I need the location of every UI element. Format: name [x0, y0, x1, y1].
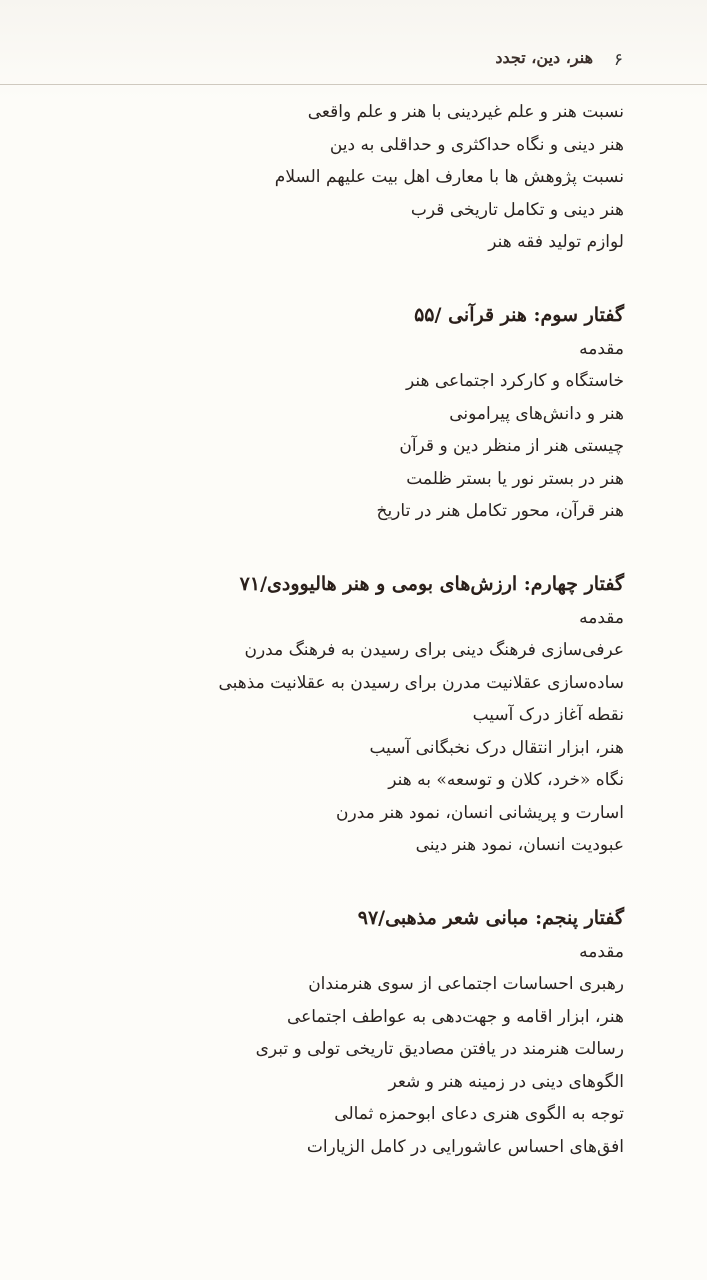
toc-entry-label: نسبت هنر و علم غیردینی با هنر و علم واقعی [307, 102, 624, 122]
toc-entry-label: چیستی هنر از منظر دین و قرآن [399, 436, 624, 456]
toc-entry-label: هنر دینی و تکامل تاریخی قرب [410, 199, 624, 220]
section-title: گفتار چهارم: ارزش‌های بومی و هنر هالیوودی/۷۱ [239, 572, 624, 595]
toc-entry [24, 1098, 624, 1131]
toc-entry-label: نقطه آغاز درک آسیب [472, 705, 624, 725]
toc-entry-label: نسبت پژوهش ها با معارف اهل بیت علیهم السلام [274, 167, 624, 187]
toc-entry [24, 226, 624, 259]
toc-entry-label: هنر در بستر نور یا بستر ظلمت [406, 468, 624, 489]
toc-entry [24, 1001, 624, 1034]
toc-entry-label: رهبری احساسات اجتماعی از سوی هنرمندان [308, 974, 624, 994]
toc-entry-label: مقدمه [579, 607, 624, 628]
toc-section [24, 900, 624, 1164]
toc-entry [24, 699, 624, 732]
toc-entry [24, 732, 624, 765]
toc-entry-label: لوازم تولید فقه هنر [488, 232, 624, 252]
toc-entry-label: مقدمه [579, 941, 624, 962]
toc-entry [24, 797, 624, 830]
page-number: ۶ [613, 50, 623, 70]
toc-entry [24, 1066, 624, 1099]
toc-entry [24, 764, 624, 797]
toc-entry [24, 829, 624, 862]
running-head [0, 42, 707, 82]
toc-entry [24, 602, 624, 635]
toc-entry-label: هنر، ابزار انتقال درک نخبگانی آسیب [369, 737, 624, 758]
toc-entry-label: توجه به الگوی هنری دعای ابوحمزه ثمالی [334, 1104, 624, 1124]
toc-entry [24, 430, 624, 463]
toc-entry [24, 463, 624, 496]
section-title: گفتار سوم: هنر قرآنی /۵۵ [414, 303, 624, 326]
toc-section [24, 566, 624, 862]
toc-entry-label: ساده‌سازی عقلانیت مدرن برای رسیدن به عقلانیت مذهبی [218, 672, 624, 693]
toc-entry [24, 365, 624, 398]
table-of-contents [24, 96, 624, 1201]
toc-section [24, 297, 624, 528]
toc-entry [24, 161, 624, 194]
toc-entry-label: مقدمه [579, 338, 624, 359]
toc-entry-label: رسالت هنرمند در یافتن مصادیق تاریخی تولی و تبری [255, 1039, 624, 1059]
toc-entry-label: هنر و دانش‌های پیرامونی [449, 403, 624, 424]
section-title: گفتار پنجم: مبانی شعر مذهبی/۹۷ [357, 906, 624, 929]
toc-entry-label: عبودیت انسان، نمود هنر دینی [415, 835, 624, 855]
toc-entry-label: خاستگاه و کارکرد اجتماعی هنر [405, 371, 624, 391]
toc-entry [24, 333, 624, 366]
toc-entry [24, 495, 624, 528]
toc-entry [24, 1131, 624, 1164]
toc-section [24, 96, 624, 259]
toc-entry [24, 968, 624, 1001]
toc-entry-label: هنر قرآن، محور تکامل هنر در تاریخ [376, 501, 624, 521]
toc-entry [24, 129, 624, 162]
toc-entry [24, 194, 624, 227]
toc-entry-label: هنر، ابزار اقامه و جهت‌دهی به عواطف اجتماعی [286, 1006, 624, 1027]
toc-entry [24, 398, 624, 431]
toc-entry-label: عرفی‌سازی فرهنگ دینی برای رسیدن به فرهنگ مدرن [244, 640, 624, 660]
toc-entry-label: افق‌های احساس عاشورایی در کامل الزیارات [306, 1136, 624, 1157]
running-head-title: هنر، دین، تجدد [495, 48, 593, 67]
toc-entry [24, 1033, 624, 1066]
toc-entry-label: هنر دینی و نگاه حداکثری و حداقلی به دین [329, 134, 624, 155]
toc-entry-label: اسارت و پریشانی انسان، نمود هنر مدرن [336, 802, 624, 823]
toc-entry-label: نگاه «خرد، کلان و توسعه» به هنر [388, 770, 624, 790]
toc-entry [24, 667, 624, 700]
header-divider [0, 84, 707, 85]
toc-entry [24, 634, 624, 667]
toc-entry [24, 96, 624, 129]
toc-entry-label: الگوهای دینی در زمینه هنر و شعر [388, 1071, 624, 1092]
toc-entry [24, 936, 624, 969]
